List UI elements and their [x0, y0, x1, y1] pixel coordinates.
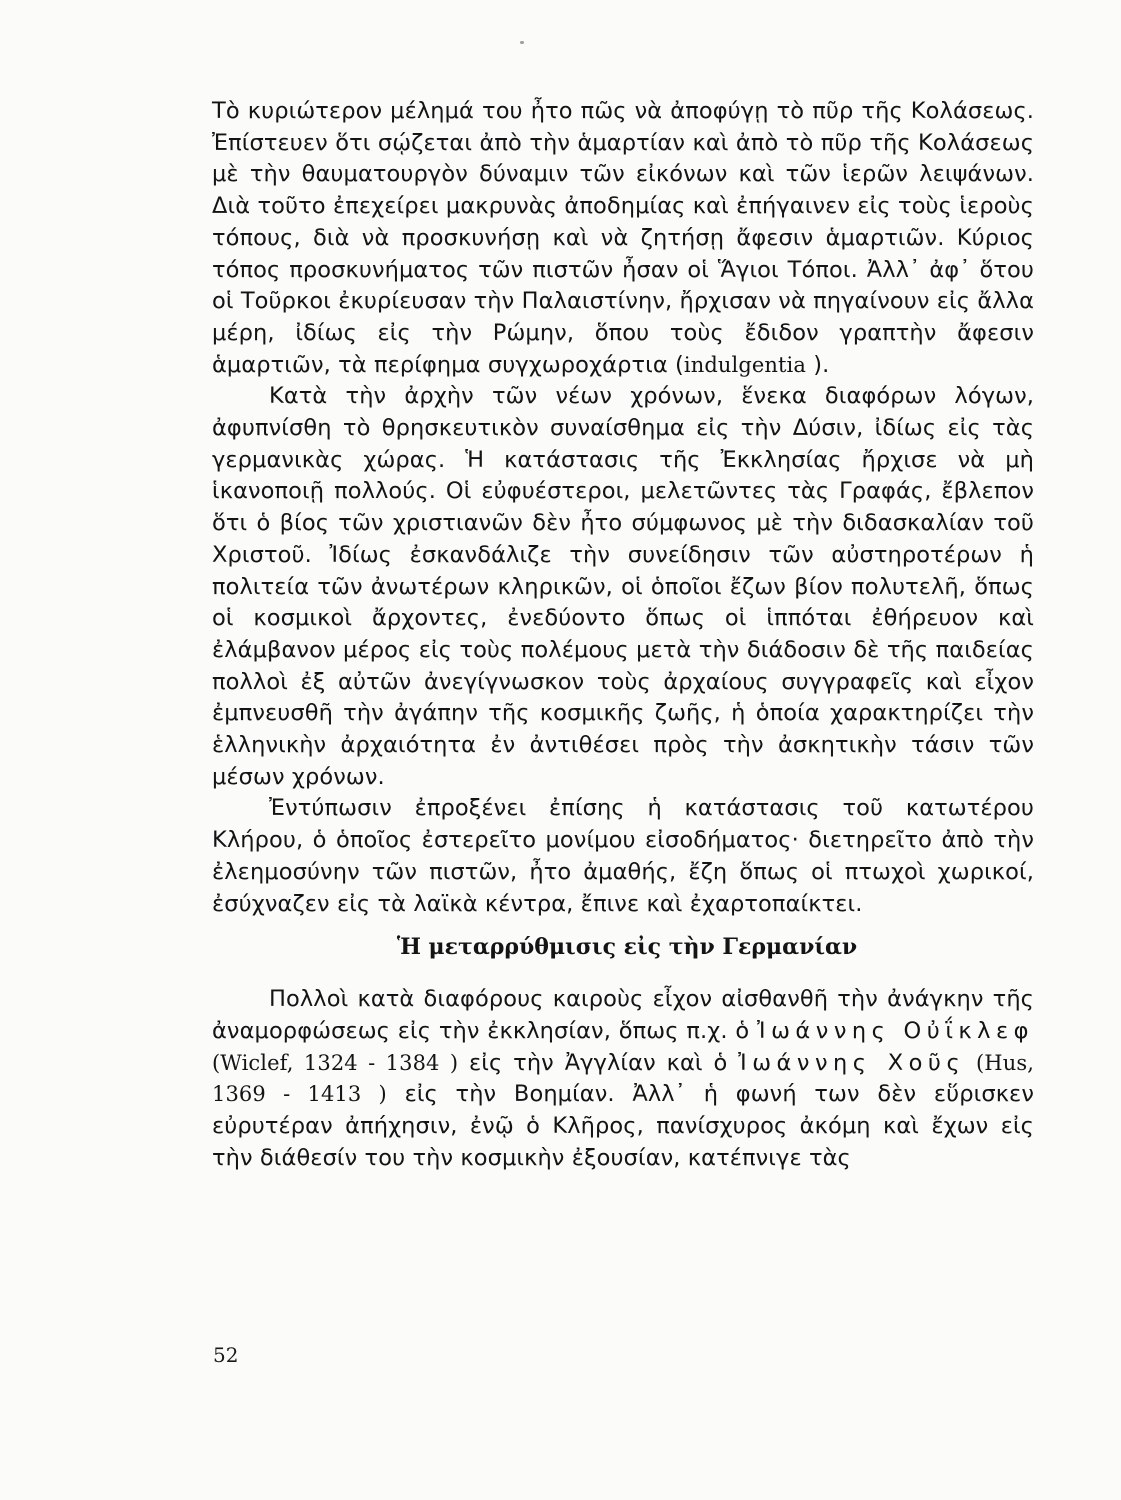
- paragraph-2: Κατὰ τὴν ἀρχὴν τῶν νέων χρόνων, ἕνεκα διαφόρων λόγων, ἀφυπνίσθη τὸ θρησκευτικὸν συναίσθημα εἰς τὴν Δύσιν, ἰδίως εἰς τὰς γερμανικὰς χώρας. Ἡ κατάστασις τῆς Ἐκκλησίας ἤρχισε νὰ μὴ ἱκανοποιῇ πολλούς. Οἱ εὐφυέστεροι, μελετῶντες τὰς Γραφάς, ἔβλεπον ὅτι ὁ βίος τῶν χριστιανῶν δὲν ἦτο σύμφωνος μὲ τὴν διδασκαλίαν τοῦ Χριστοῦ. Ἰδίως ἐσκανδάλιζε τὴν συνείδησιν τῶν αὐστηροτέρων ἡ πολιτεία τῶν ἀνωτέρων κληρικῶν, οἱ ὁποῖοι ἔζων βίον πολυτελῆ, ὅπως οἱ κοσμικοὶ ἄρχοντες, ἐνεδύοντο ὅπως οἱ ἱππόται ἐθήρευον καὶ ἐλάμβανον μέρος εἰς τοὺς πολέμους μετὰ τὴν διάδοσιν δὲ τῆς παιδείας πολλοὶ ἐξ αὐτῶν ἀνεγίγνωσκον τοὺς ἀρχαίους συγγραφεῖς καὶ εἶχον ἐμπνευσθῆ τὴν ἀγάπην τῆς κοσμικῆς ζωῆς, ἡ ὁποία χαρακτηρίζει τὴν ἑλληνικὴν ἀρχαιότητα ἐν ἀντιθέσει πρὸς τὴν ἀσκητικὴν τάσιν τῶν μέσων χρόνων.: [212, 383, 1034, 790]
- latin-dates-hus: (Hus, 1369 - 1413 ): [212, 1050, 1034, 1107]
- latin-term: indulgentia: [683, 352, 806, 377]
- body-text: [212, 96, 1034, 1175]
- page-number: 52: [213, 1343, 239, 1367]
- paragraph-4: Πολλοὶ κατὰ διαφόρους καιροὺς εἶχον αἰσθανθῆ τὴν ἀνάγκην τῆς ἀναμορφώσεως εἰς τὴν ἐκκλησίαν, ὅπως π.χ. ὁ Ἰωάννης Οὐΐκλεφ (Wiclef, 1324 - 1384 ) εἰς τὴν Ἀγγλίαν καὶ ὁ Ἰωάννης Χοῦς (Hus, 1369 - 1413 ) εἰς τὴν Βοημίαν. Ἀλλ᾽ ἡ φωνή των δὲν εὕρισκεν εὐρυτέραν ἀπήχησιν, ἐνῷ ὁ Κλῆρος, πανίσχυρος ἀκόμη καὶ ἔχων εἰς τὴν διάθεσίν του τὴν κοσμικὴν ἐξουσίαν, κατέπνιγε τὰς: [212, 986, 1034, 1171]
- paragraph-1: Τὸ κυριώτερον μέλημά του ἦτο πῶς νὰ ἀποφύγῃ τὸ πῦρ τῆς Κολάσεως. Ἐπίστευεν ὅτι σῴζεται ἀπὸ τὴν ἁμαρτίαν καὶ ἀπὸ τὸ πῦρ τῆς Κολάσεως μὲ τὴν θαυματουργὸν δύναμιν τῶν εἰκόνων καὶ τῶν ἱερῶν λειψάνων. Διὰ τοῦτο ἐπεχείρει μακρυνὰς ἀποδημίας καὶ ἐπήγαινεν εἰς τοὺς ἱεροὺς τόπους, διὰ νὰ προσκυνήσῃ καὶ νὰ ζητήσῃ ἄφεσιν ἁμαρτιῶν. Κύριος τόπος προσκυνήματος τῶν πιστῶν ἦσαν οἱ Ἅγιοι Τόποι. Ἀλλ᾽ ἀφ᾽ ὅτου οἱ Τοῦρκοι ἐκυρίευσαν τὴν Παλαιστίνην, ἤρχισαν νὰ πηγαίνουν εἰς ἄλλα μέρη, ἰδίως εἰς τὴν Ρώμην, ὅπου τοὺς ἔδιδον γραπτὴν ἄφεσιν ἁμαρτιῶν, τὰ περίφημα συγχωροχάρτια (indulgentia ).: [212, 98, 1035, 378]
- section-heading: Ἡ μεταρρύθμισις εἰς τὴν Γερμανίαν: [396, 934, 858, 961]
- person-name-wiclef: Ἰωάννης Οὐΐκλεφ: [757, 1017, 1034, 1044]
- paragraph-3: Ἐντύπωσιν ἐπροξένει ἐπίσης ἡ κατάστασις τοῦ κατωτέρου Κλήρου, ὁ ὁποῖος ἐστερεῖτο μονίμου εἰσοδήματος· διετηρεῖτο ἀπὸ τὴν ἐλεημοσύνην τῶν πιστῶν, ἦτο ἀμαθής, ἔζη ὅπως οἱ πτωχοὶ χωρικοί, ἐσύχναζεν εἰς τὰ λαϊκὰ κέντρα, ἔπινε καὶ ἐχαρτοπαίκτει.: [212, 795, 1034, 917]
- print-speck: [520, 41, 524, 44]
- person-name-hus: Ἰωάννης Χοῦς: [738, 1049, 966, 1076]
- latin-dates-wiclef: (Wiclef, 1324 - 1384 ): [212, 1050, 459, 1075]
